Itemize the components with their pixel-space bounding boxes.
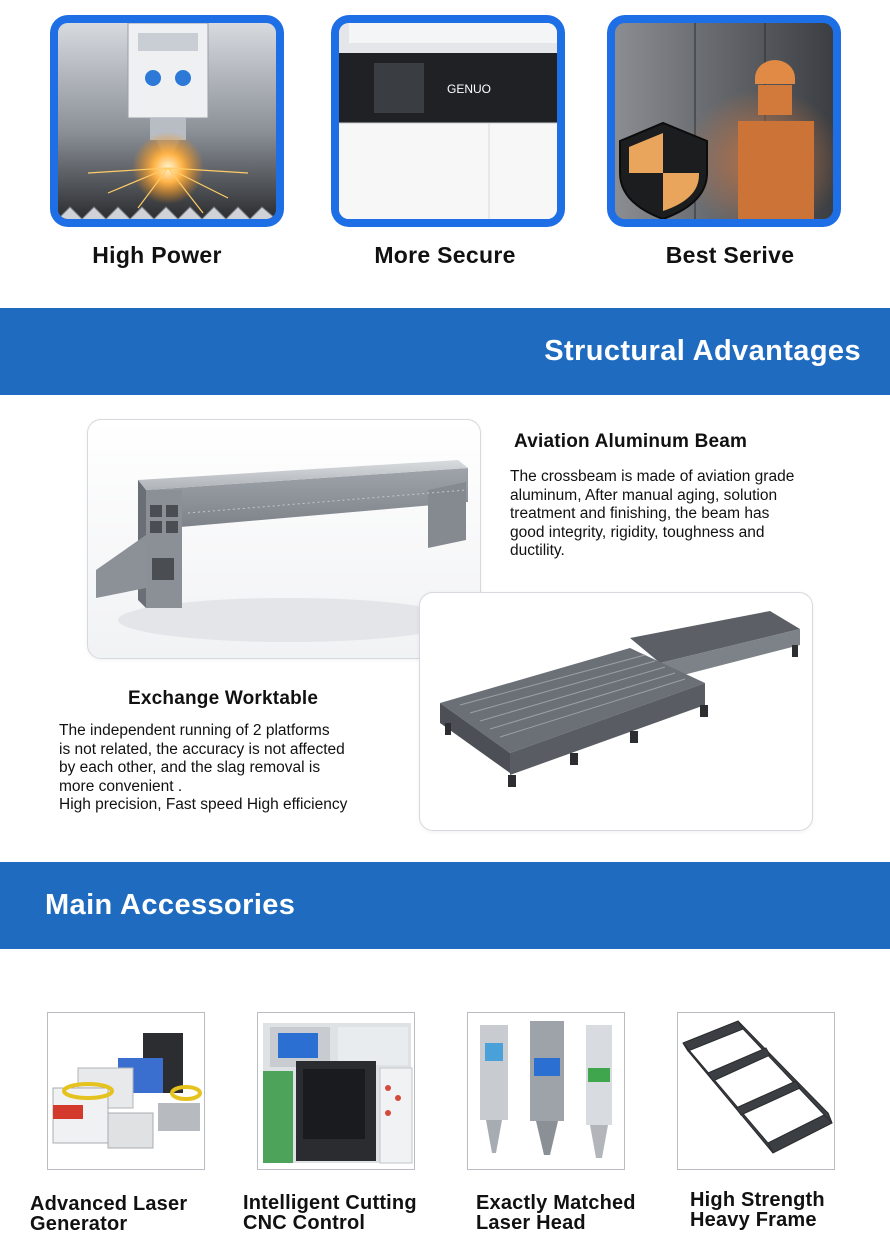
feature-more-secure-frame (331, 15, 565, 227)
worktable-image-card (419, 592, 813, 831)
exchange-worktable-icon (420, 593, 813, 831)
accessory-label-laser-head: Exactly Matched Laser Head (476, 1192, 636, 1234)
laser-head-icon (468, 1013, 625, 1170)
brand-logo: GENUO (447, 82, 492, 96)
laser-generator-icon (48, 1013, 205, 1170)
accessory-label-laser-generator: Advanced Laser Generator (30, 1193, 188, 1235)
feature-best-serive-frame (607, 15, 841, 227)
accessory-cnc-control-image (257, 1012, 415, 1170)
structural-advantages-banner (0, 308, 890, 395)
accessory-laser-head-image (467, 1012, 625, 1170)
feature-label-more-secure: More Secure (374, 242, 516, 268)
worktable-description: The independent running of 2 platforms is not related, the accuracy is not affected by each other, and the slag removal is more convenient . High precision, Fast speed High efficiency (59, 722, 348, 813)
feature-label-high-power: High Power (92, 242, 222, 268)
feature-high-power-frame (50, 15, 284, 227)
accessory-label-heavy-frame: High Strength Heavy Frame (690, 1189, 825, 1231)
machine-enclosure-icon (339, 23, 557, 219)
accessory-heavy-frame-image (677, 1012, 835, 1170)
heavy-frame-icon (678, 1013, 835, 1170)
structural-advantages-heading: Structural Advantages (544, 335, 861, 367)
worker-shield-icon (615, 23, 833, 219)
accessory-laser-generator-image (47, 1012, 205, 1170)
beam-description: The crossbeam is made of aviation grade aluminum, After manual aging, solution treatment and finishing, the beam has good integrity, rigidity, toughness and ductility. (510, 468, 795, 559)
worktable-title: Exchange Worktable (128, 688, 319, 709)
main-accessories-banner (0, 862, 890, 949)
beam-title: Aviation Aluminum Beam (514, 431, 748, 452)
feature-label-best-serive: Best Serive (665, 242, 795, 268)
cnc-control-panel-icon (258, 1013, 415, 1170)
laser-cutting-head-icon (58, 23, 276, 219)
accessory-label-cnc-control: Intelligent Cutting CNC Control (243, 1192, 417, 1234)
main-accessories-heading: Main Accessories (45, 889, 296, 921)
